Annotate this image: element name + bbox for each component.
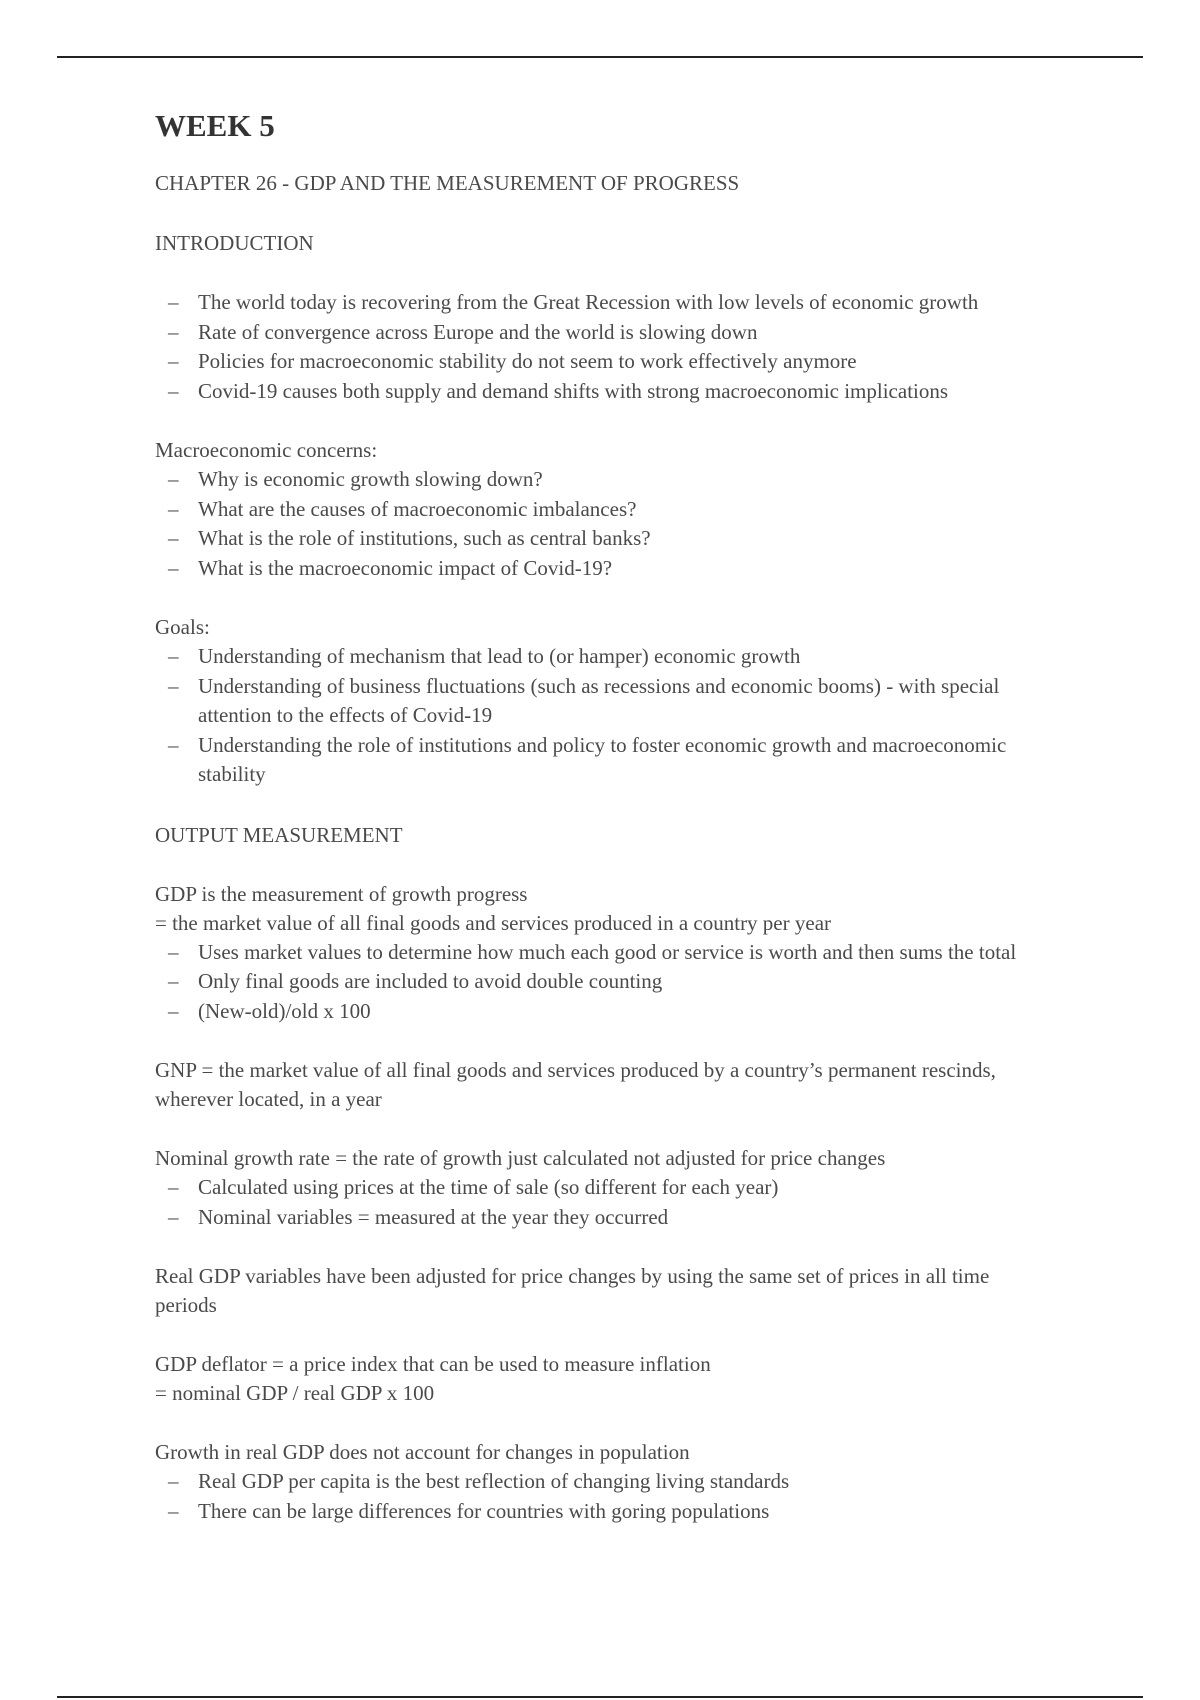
gdp-definition xyxy=(155,880,1055,938)
population-note: Growth in real GDP does not account for changes in population xyxy=(155,1440,690,1464)
goals-list xyxy=(155,642,1055,790)
list-item: – Why is economic growth slowing down? xyxy=(155,465,1055,495)
dash-bullet: – xyxy=(168,555,179,580)
dash-bullet: – xyxy=(168,1469,179,1493)
dash-bullet: – xyxy=(168,673,179,698)
top-rule xyxy=(57,56,1143,58)
goals-label: Goals: xyxy=(155,615,210,639)
dash-bullet: – xyxy=(168,1204,179,1229)
nominal-list xyxy=(155,1173,1055,1232)
list-item: – Calculated using prices at the time of sale (so different for each year) xyxy=(155,1173,1055,1203)
chapter-heading: CHAPTER 26 - GDP AND THE MEASUREMENT OF PROGRESS xyxy=(155,171,740,195)
list-item: – Only final goods are included to avoid double counting xyxy=(155,967,1055,997)
list-item: – There can be large differences for countries with goring populations xyxy=(155,1497,1055,1527)
dash-bullet: – xyxy=(168,969,179,993)
page-title: WEEK 5 xyxy=(155,108,275,143)
list-item: – Nominal variables = measured at the year they occurred xyxy=(155,1203,1055,1233)
list-item: – Policies for macroeconomic stability do not seem to work effectively anymore xyxy=(155,347,1055,377)
dash-bullet: – xyxy=(168,378,179,403)
list-item: – Understanding of mechanism that lead to (or hamper) economic growth xyxy=(155,642,1055,672)
dash-bullet: – xyxy=(168,319,179,344)
real-gdp-definition: Real GDP variables have been adjusted for price changes by using the same set of prices in all time periods xyxy=(155,1264,990,1317)
list-item: – Understanding of business fluctuations (such as recessions and economic booms) - with special attention to the effects of Covid-19 xyxy=(168,673,1000,727)
list-item: – What is the macroeconomic impact of Covid-19? xyxy=(155,554,1055,584)
dash-bullet: – xyxy=(168,467,179,491)
dash-bullet: – xyxy=(168,939,179,964)
deflator-formula-line: = nominal GDP / real GDP x 100 xyxy=(155,1381,435,1405)
dash-bullet: – xyxy=(168,1498,179,1523)
gdp-formula-line: = the market value of all final goods and services produced in a country per year xyxy=(155,910,832,935)
section-heading-output-measurement: OUTPUT MEASUREMENT xyxy=(155,822,403,847)
concerns-label: Macroeconomic concerns: xyxy=(155,438,378,462)
list-item: – What is the role of institutions, such as central banks? xyxy=(155,524,1055,554)
concerns-list xyxy=(155,465,1055,583)
list-item: – (New-old)/old x 100 xyxy=(155,997,1055,1027)
dash-bullet: – xyxy=(168,1175,179,1199)
dash-bullet: – xyxy=(168,732,179,757)
nominal-growth-definition: Nominal growth rate = the rate of growth just calculated not adjusted for price changes xyxy=(155,1146,886,1170)
gnp-definition: GNP = the market value of all final goods and services produced by a country’s permanent rescinds, wherever located, in a year xyxy=(155,1058,996,1111)
list-item: – Understanding the role of institutions and policy to foster economic growth and macroeconomic stability xyxy=(168,732,1007,786)
dash-bullet: – xyxy=(168,290,179,314)
document-page xyxy=(155,105,1055,1526)
list-item: – Rate of convergence across Europe and the world is slowing down xyxy=(155,318,1055,348)
dash-bullet: – xyxy=(168,496,179,521)
list-item: – Covid-19 causes both supply and demand shifts with strong macroeconomic implications xyxy=(155,377,1055,407)
list-item: – Real GDP per capita is the best reflection of changing living standards xyxy=(155,1467,1055,1497)
dash-bullet: – xyxy=(168,526,179,550)
population-list xyxy=(155,1467,1055,1526)
intro-list xyxy=(155,288,1055,406)
list-item: – What are the causes of macroeconomic imbalances? xyxy=(155,495,1055,525)
list-item: – Uses market values to determine how much each good or service is worth and then sums the total xyxy=(155,938,1055,968)
deflator-line: GDP deflator = a price index that can be used to measure inflation xyxy=(155,1352,711,1376)
gdp-line: GDP is the measurement of growth progress xyxy=(155,881,528,906)
dash-bullet: – xyxy=(168,998,179,1023)
gdp-deflator-definition xyxy=(155,1350,1055,1408)
section-heading-introduction: INTRODUCTION xyxy=(155,231,314,255)
dash-bullet: – xyxy=(168,349,179,373)
bottom-rule xyxy=(57,1696,1143,1698)
gdp-list xyxy=(155,938,1055,1027)
list-item: – The world today is recovering from the Great Recession with low levels of economic growth xyxy=(155,288,1055,318)
dash-bullet: – xyxy=(168,644,179,668)
